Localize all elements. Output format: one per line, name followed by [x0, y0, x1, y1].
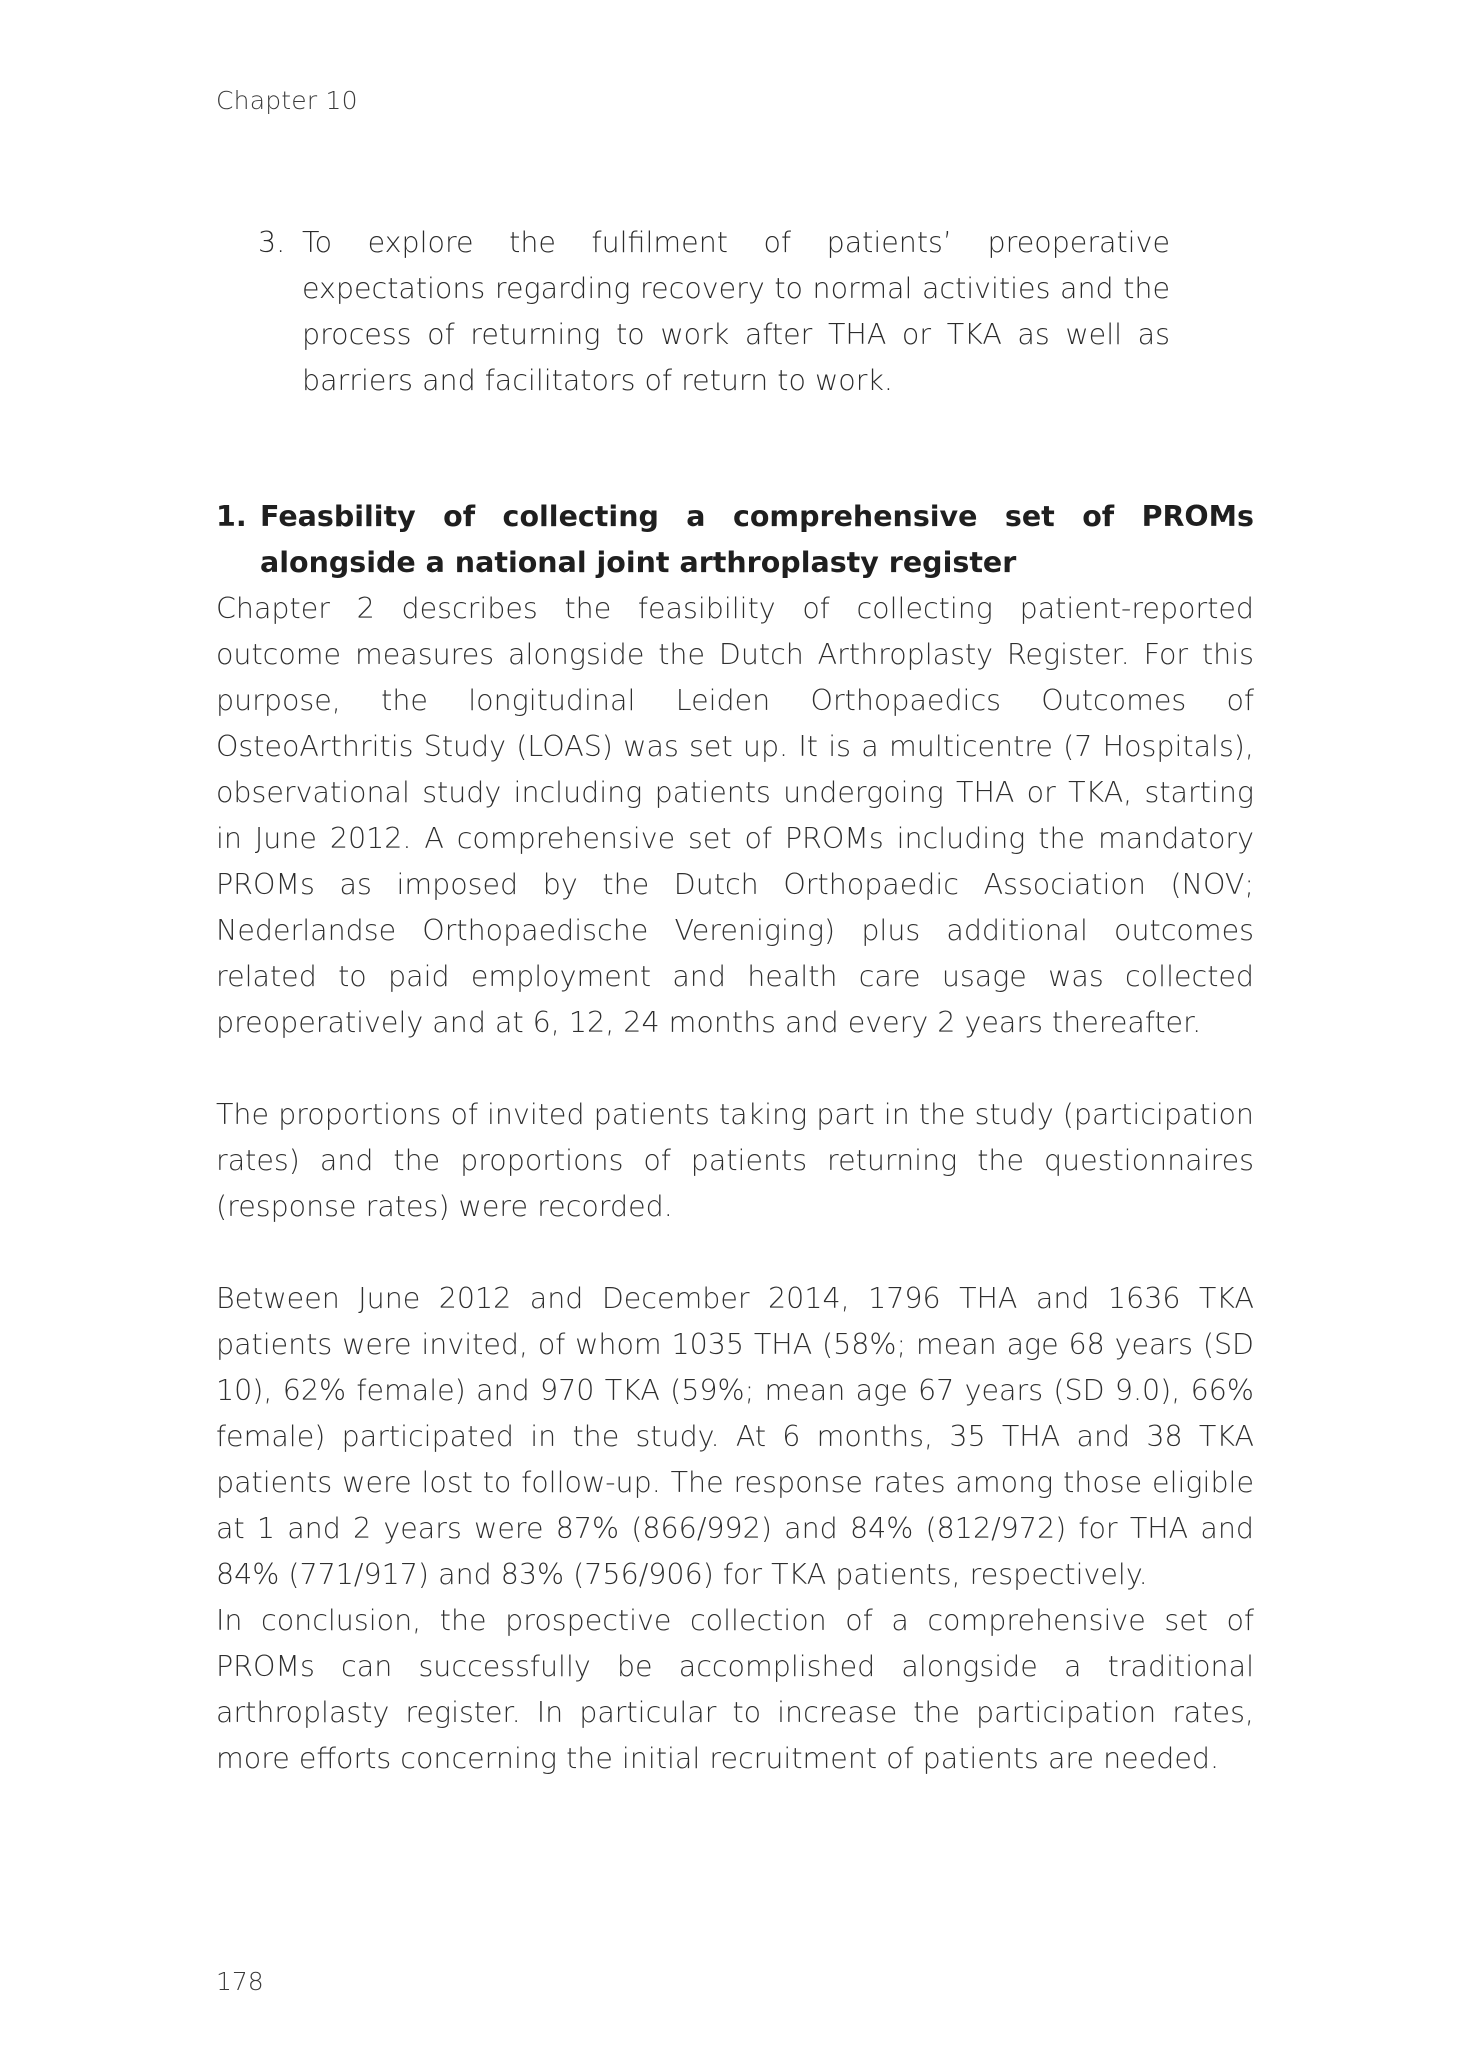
aims-list-item-3: [258, 220, 1170, 404]
paragraph-results: Between June 2012 and December 2014, 1796 THA and 1636 TKA patients were invited, of whom 1035 THA (58%; mean age 68 years (SD 10), 62% female) and 970 TKA (59%; mean age 67 years (SD 9.0), 66% female) participated in the study. At 6 months, 35 THA and 38 TKA patients were lost to follow-up. The response rates among those eligible at 1 and 2 years were 87% (866/992) and 84% (812/972) for THA and 84% (771/917) and 83% (756/906) for TKA patients, respectively.: [216, 1282, 1254, 1591]
section-number: 1.: [216, 500, 247, 533]
paragraph-conclusion: In conclusion, the prospective collection of a comprehensive set of PROMs can successfully be accomplished alongside a traditional arthroplasty register. In particular to increase the participation rates, more efforts concerning the initial recruitment of patients are needed.: [216, 1604, 1254, 1775]
section-content: [216, 494, 1254, 1782]
list-item-number: 3.: [258, 226, 286, 259]
section-heading-text: Feasbility of collecting a comprehensive set of PROMs alongside a national joint arthroplasty register: [260, 500, 1254, 579]
page-number: 178: [216, 1967, 264, 1996]
list-item-text: To explore the fulfilment of patients’ preoperative expectations regarding recovery to normal activities and the process of returning to work after THA or TKA as well as barriers and facilitators of return to work.: [302, 226, 1170, 397]
running-header-chapter: Chapter 10: [216, 86, 358, 115]
section-heading: [216, 494, 1254, 586]
paragraph-study-description: Chapter 2 describes the feasibility of collecting patient-reported outcome measures alongside the Dutch Arthroplasty Register. For this purpose, the longitudinal Leiden Orthopaedics Outcomes of OsteoArthritis Study (LOAS) was set up. It is a multicentre (7 Hospitals), observational study including patients undergoing THA or TKA, starting in June 2012. A comprehensive set of PROMs including the mandatory PROMs as imposed by the Dutch Orthopaedic Association (NOV; Nederlandse Orthopaedische Vereniging) plus additional outcomes related to paid employment and health care usage was collected preoperatively and at 6, 12, 24 months and every 2 years thereafter.: [216, 592, 1254, 1039]
paragraph-rates-definition: The proportions of invited patients taking part in the study (participation rates) and the proportions of patients returning the questionnaires (response rates) were recorded.: [216, 1098, 1254, 1223]
